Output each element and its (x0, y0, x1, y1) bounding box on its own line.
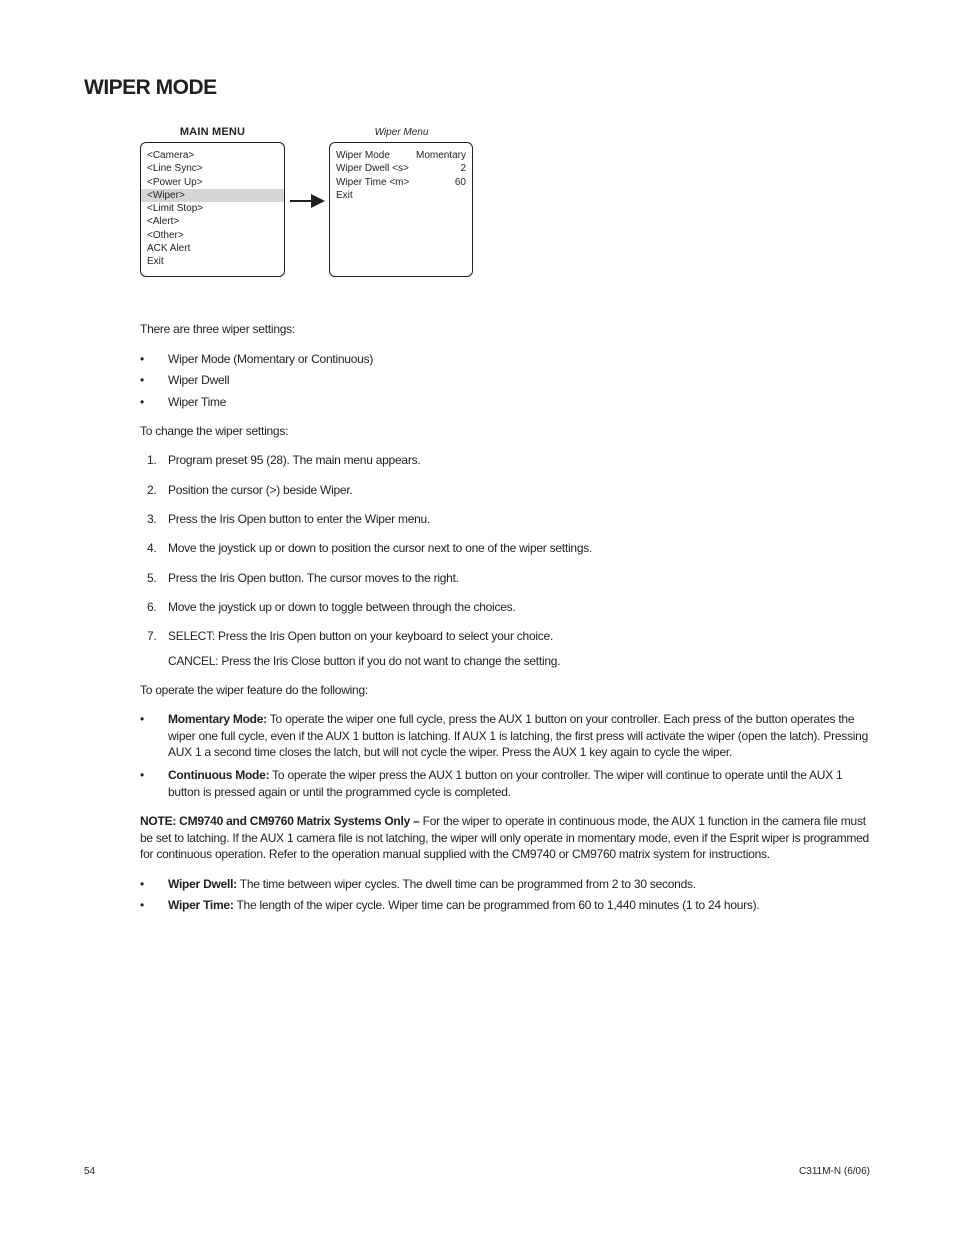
term-description: The length of the wiper cycle. Wiper time can be programmed from 60 to 1,440 minutes (1 to 24 hours). (233, 898, 760, 912)
list-item (140, 372, 870, 389)
main-menu-box (140, 142, 285, 277)
step-number: 1. (147, 453, 157, 467)
step-item (140, 570, 870, 587)
main-menu-item-ack-alert: ACK Alert (147, 242, 191, 254)
note-paragraph (140, 813, 870, 863)
bullet-icon: • (140, 395, 144, 409)
list-item-text (168, 711, 870, 761)
bullet-icon: • (140, 768, 144, 782)
list-item (140, 711, 870, 761)
step-item (140, 540, 870, 557)
list-item (140, 351, 870, 368)
note-label: NOTE: CM9740 and CM9760 Matrix Systems Only – (140, 814, 420, 828)
list-item-text (168, 897, 870, 914)
bullet-icon: • (140, 898, 144, 912)
main-menu-item-wiper: <Wiper> (141, 189, 284, 202)
bullet-icon: • (140, 373, 144, 387)
wiper-menu-label: Wiper Mode (336, 150, 390, 161)
step-text: Move the joystick up or down to toggle between through the choices. (168, 600, 516, 614)
bullet-icon: • (140, 712, 144, 726)
list-item-text (168, 876, 870, 893)
step-text: Move the joystick up or down to position the cursor next to one of the wiper settings. (168, 541, 593, 555)
wiper-menu-row-mode (330, 149, 472, 162)
list-item-text: Wiper Dwell (168, 373, 230, 387)
term-label: Continuous Mode: (168, 768, 270, 782)
list-item (140, 876, 870, 893)
wiper-menu-value: 2 (460, 163, 466, 175)
step-text: SELECT: Press the Iris Open button on your keyboard to select your choice. (168, 629, 554, 643)
note-text: For the wiper to operate in continuous mode, the AUX 1 function in the camera file must be set to latching. If the AUX 1 camera file is not latching, the wiper will only operate in momentary mode, even if the Esprit wiper is programmed for continuous operation. Refer to the operation manual supplied with the CM9740 or CM9760 matrix system for instructions. (140, 814, 869, 861)
main-menu-item-line-sync: <Line Sync> (147, 163, 203, 175)
list-item (140, 394, 870, 411)
step-text: Program preset 95 (28). The main menu appears. (168, 453, 421, 467)
main-menu-item-exit: Exit (147, 256, 164, 267)
step-text: Press the Iris Open button. The cursor moves to the right. (168, 571, 459, 585)
step-number: 3. (147, 512, 157, 526)
step-item (140, 511, 870, 528)
step-item (140, 599, 870, 616)
term-label: Momentary Mode: (168, 712, 267, 726)
step-text: Position the cursor (>) beside Wiper. (168, 483, 353, 497)
main-menu-item-alert: <Alert> (147, 216, 180, 228)
list-item (140, 897, 870, 914)
wiper-menu-label: Exit (336, 189, 353, 201)
main-menu-item-power-up: <Power Up> (147, 176, 203, 188)
main-menu-item-camera: <Camera> (147, 150, 195, 161)
list-item-text: Wiper Time (168, 395, 227, 409)
term-label: Wiper Dwell: (168, 877, 237, 891)
term-description: To operate the wiper one full cycle, press the AUX 1 button on your controller. Each press of the button operates the wiper one full cycle, even if the AUX 1 button is latching. If AUX 1 is latching, the first press will activate the wiper (open the latch). Pressing AUX 1 a second time closes the latch, but will not cycle the wiper. Press the AUX 1 key again to cycle the wiper. (168, 712, 869, 759)
arrow-right-icon (289, 192, 327, 210)
list-item (140, 767, 870, 800)
step-item (140, 452, 870, 469)
list-item-text: Wiper Mode (Momentary or Continuous) (168, 352, 374, 366)
step-number: 6. (147, 600, 157, 614)
wiper-menu-box (329, 142, 473, 277)
page-number: 54 (84, 1166, 96, 1177)
main-menu-item-other: <Other> (147, 229, 184, 241)
step-number: 4. (147, 541, 157, 555)
bullet-icon: • (140, 352, 144, 366)
cancel-text: CANCEL: Press the Iris Close button if you do not want to change the setting. (168, 654, 561, 668)
page-title: WIPER MODE (84, 76, 217, 99)
term-description: To operate the wiper press the AUX 1 button on your controller. The wiper will continue to operate until the AUX 1 button is pressed again or until the programmed cycle is completed. (168, 768, 843, 799)
wiper-menu-value: Momentary (415, 150, 466, 161)
wiper-menu-row-exit (330, 189, 472, 202)
step-item (140, 482, 870, 499)
list-item-text (168, 767, 870, 800)
bullet-icon: • (140, 877, 144, 891)
wiper-menu-row-dwell (330, 162, 472, 175)
cancel-item (140, 653, 870, 670)
step-number: 7. (147, 629, 157, 643)
step-text: Press the Iris Open button to enter the Wiper menu. (168, 512, 431, 526)
wiper-menu-label: Wiper Time <m> (336, 176, 410, 188)
wiper-menu-value: 60 (454, 176, 466, 188)
document-code: C311M-N (6/06) (799, 1166, 870, 1177)
term-description: The time between wiper cycles. The dwell time can be programmed from 2 to 30 seconds. (236, 877, 696, 891)
term-label: Wiper Time: (168, 898, 234, 912)
wiper-menu-label: Wiper Dwell <s> (336, 163, 409, 175)
step-number: 2. (147, 483, 157, 497)
intro-text: There are three wiper settings: (140, 322, 295, 336)
operate-intro-text: To operate the wiper feature do the following: (140, 683, 368, 697)
change-intro-text: To change the wiper settings: (140, 424, 289, 438)
main-menu-caption: MAIN MENU (179, 126, 246, 138)
step-item (140, 628, 870, 645)
wiper-menu-caption: Wiper Menu (374, 127, 429, 138)
wiper-menu-row-time (330, 176, 472, 189)
main-menu-item-limit-stop: <Limit Stop> (147, 203, 204, 214)
step-number: 5. (147, 571, 157, 585)
